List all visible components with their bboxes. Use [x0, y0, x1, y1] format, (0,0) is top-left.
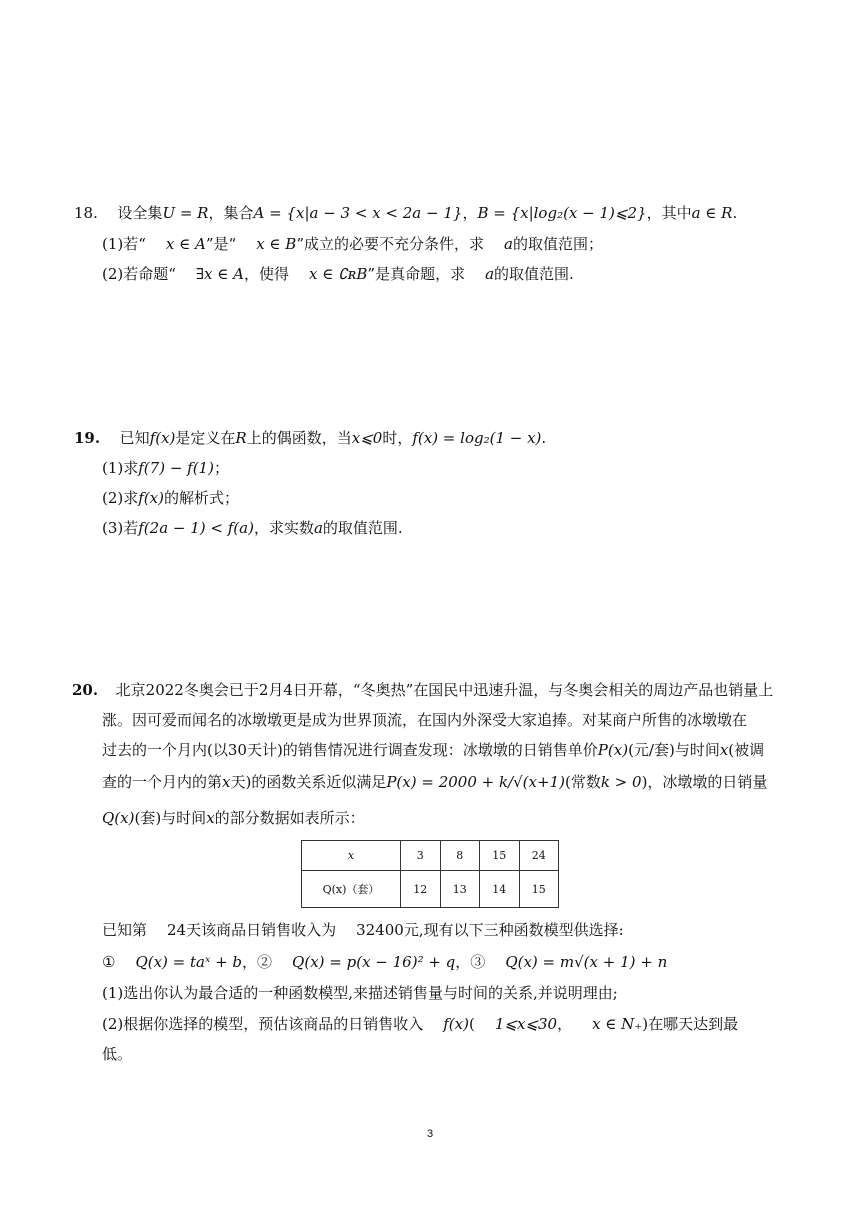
q19-part2: (2)求f(x)的解析式；: [102, 489, 239, 507]
q20-line2: 涨。因可爱而闻名的冰墩墩更是成为世界顶流，在国内外深受大家追捧。对某商户所售的冰墩墩在: [102, 711, 748, 729]
table-cell: 15: [519, 871, 559, 908]
q20-number: 20.: [72, 681, 99, 699]
q18-part1: (1)若“ x ∈ A”是“ x ∈ B”成立的必要不充分条件，求 a的取值范围；: [102, 235, 603, 253]
q20-line4: 查的一个月内的第x天)的函数关系近似满足P(x) = 2000 + k/√(x+1)(常数k > 0)，冰墩墩的日销量: [102, 773, 768, 791]
table-cell: 8: [440, 841, 480, 871]
table-header-q: Q(x)（套）: [302, 871, 401, 908]
q18-intro: 18. 设全集U = R，集合A = {x|a − 3 < x < 2a − 1}，B = {x|log₂(x − 1)⩽2}，其中a ∈ R.: [74, 204, 738, 222]
table-cell: 12: [401, 871, 441, 908]
q19-part3: (3)若f(2a − 1) < f(a)，求实数a的取值范围.: [102, 519, 403, 537]
table-row: [302, 841, 559, 871]
q19-part1: (1)求f(7) − f(1)；: [102, 459, 229, 477]
q20-models: ① Q(x) = taˣ + b，② Q(x) = p(x − 16)² + q，③ Q(x) = m√(x + 1) + n: [102, 953, 668, 971]
table-row: [302, 871, 559, 908]
data-table: [301, 840, 559, 908]
table-cell: 13: [440, 871, 480, 908]
table-header-x: x: [302, 841, 401, 871]
q20-part1: (1)选出你认为最合适的一种函数模型,来描述销售量与时间的关系,并说明理由;: [102, 984, 618, 1002]
table-cell: 3: [401, 841, 441, 871]
q20-line6: 已知第 24天该商品日销售收入为 32400元,现有以下三种函数模型供选择:: [102, 921, 624, 939]
q18-part2: (2)若命题“ ∃x ∈ A，使得 x ∈ ∁ʀB”是真命题，求 a的取值范围.: [102, 265, 574, 283]
q20-part2: (2)根据你选择的模型，预估该商品的日销售收入 f(x)( 1⩽x⩽30， x ∈ N₊)在哪天达到最: [102, 1015, 739, 1033]
q18-number: 18.: [74, 204, 98, 222]
q19-number: 19.: [74, 429, 101, 447]
q20-line3: 过去的一个月内(以30天计)的销售情况进行调查发现：冰墩墩的日销售单价P(x)(元/套)与时间x(被调: [102, 741, 765, 759]
page-number: 3: [426, 1128, 434, 1140]
q19-intro: 19. 已知f(x)是定义在R上的偶函数，当x⩽0时，f(x) = log₂(1 − x).: [74, 429, 547, 447]
q20-part2-cont: 低。: [102, 1045, 133, 1063]
q20-line5: Q(x)(套)与时间x的部分数据如表所示：: [102, 809, 365, 827]
q20-line1: 20. 北京2022冬奥会已于2月4日开幕，“冬奥热”在国民中迅速升温，与冬奥会相关的周边产品也销量上: [72, 681, 774, 699]
table-cell: 15: [480, 841, 520, 871]
table-cell: 14: [480, 871, 520, 908]
table-cell: 24: [519, 841, 559, 871]
